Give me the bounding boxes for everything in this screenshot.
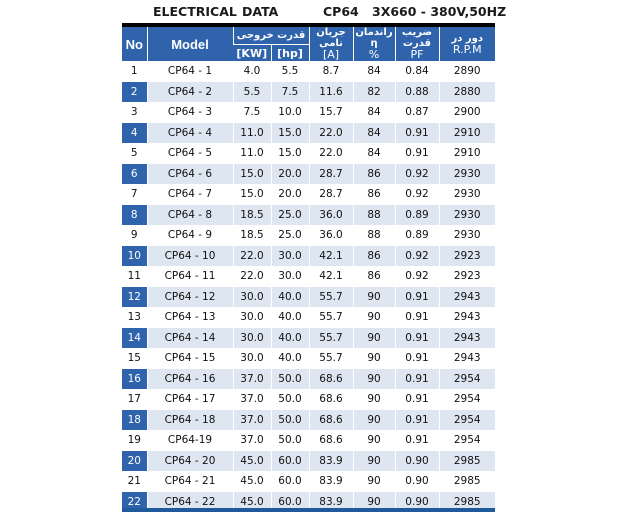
page-header: [122, 0, 507, 22]
cell-model: CP64 - 11: [147, 266, 233, 287]
cell-hp: 60.0: [271, 471, 309, 492]
cell-no: 1: [130, 65, 138, 78]
cell-no: 11: [127, 270, 141, 283]
col-header-kw: [KW]: [233, 45, 271, 62]
cell-model: CP64 - 4: [147, 123, 233, 144]
cell-rpm: 2910: [439, 143, 495, 164]
cell-current: 28.7: [309, 164, 353, 185]
cell-hp: 40.0: [271, 328, 309, 349]
cell-no: 5: [130, 147, 138, 160]
cell-pf: 0.90: [395, 451, 439, 472]
cell-kw: 7.5: [233, 102, 271, 123]
cell-efficiency: 84: [353, 123, 395, 144]
cell-rpm: 2900: [439, 102, 495, 123]
cell-kw: 11.0: [233, 143, 271, 164]
cell-pf: 0.84: [395, 61, 439, 82]
cell-current: 22.0: [309, 123, 353, 144]
cell-kw: 45.0: [233, 492, 271, 513]
cell-hp: 10.0: [271, 102, 309, 123]
cell-no: 22: [122, 492, 147, 513]
cell-rpm: 2954: [439, 369, 495, 390]
cell-hp: 40.0: [271, 307, 309, 328]
table-row: [122, 328, 495, 349]
cell-hp: 20.0: [271, 164, 309, 185]
cell-model: CP64 - 7: [147, 184, 233, 205]
cell-no: 12: [122, 287, 147, 308]
cell-efficiency: 90: [353, 328, 395, 349]
table-row: [122, 143, 495, 164]
cell-model: CP64 - 15: [147, 348, 233, 369]
cell-current: 55.7: [309, 307, 353, 328]
cell-kw: 4.0: [233, 61, 271, 82]
cell-kw: 22.0: [233, 246, 271, 267]
cell-kw: 11.0: [233, 123, 271, 144]
table-row: [122, 471, 495, 492]
cell-no: 19: [127, 434, 141, 447]
cell-hp: 30.0: [271, 266, 309, 287]
cell-pf: 0.91: [395, 143, 439, 164]
table-row: [122, 410, 495, 431]
cell-pf: 0.92: [395, 184, 439, 205]
cell-efficiency: 88: [353, 205, 395, 226]
cell-rpm: 2890: [439, 61, 495, 82]
cell-kw: 37.0: [233, 410, 271, 431]
rpm-unit: R.P.M: [452, 42, 482, 56]
cell-rpm: 2880: [439, 82, 495, 103]
cell-pf: 0.91: [395, 389, 439, 410]
cell-rpm: 2954: [439, 430, 495, 451]
pf-unit: PF: [410, 48, 424, 61]
cell-kw: 15.0: [233, 164, 271, 185]
cell-kw: 45.0: [233, 471, 271, 492]
cell-no: 4: [122, 123, 147, 144]
cell-model: CP64 - 14: [147, 328, 233, 349]
cell-pf: 0.91: [395, 307, 439, 328]
cell-rpm: 2985: [439, 492, 495, 513]
cell-kw: 30.0: [233, 328, 271, 349]
table-row: [122, 61, 495, 82]
cell-hp: 25.0: [271, 205, 309, 226]
cell-current: 8.7: [309, 61, 353, 82]
cell-rpm: 2954: [439, 389, 495, 410]
cell-hp: 15.0: [271, 123, 309, 144]
cell-current: 36.0: [309, 225, 353, 246]
cell-no: 8: [122, 205, 147, 226]
cell-pf: 0.88: [395, 82, 439, 103]
cell-hp: 50.0: [271, 410, 309, 431]
table-header: [122, 27, 495, 61]
cell-current: 11.6: [309, 82, 353, 103]
cell-no: 2: [122, 82, 147, 103]
cell-pf: 0.90: [395, 492, 439, 513]
cell-no: 13: [127, 311, 141, 324]
cell-no: 18: [122, 410, 147, 431]
cell-model: CP64 - 10: [147, 246, 233, 267]
cell-rpm: 2930: [439, 184, 495, 205]
cell-efficiency: 84: [353, 61, 395, 82]
cell-kw: 30.0: [233, 287, 271, 308]
cell-kw: 18.5: [233, 205, 271, 226]
cell-efficiency: 90: [353, 430, 395, 451]
cell-hp: 50.0: [271, 430, 309, 451]
cell-efficiency: 86: [353, 246, 395, 267]
table-row: [122, 184, 495, 205]
cell-efficiency: 84: [353, 102, 395, 123]
header-supply: 3X660 - 380V,50HZ: [372, 4, 507, 19]
cell-model: CP64 - 18: [147, 410, 233, 431]
cell-efficiency: 90: [353, 348, 395, 369]
current-label: جریان نامی: [316, 27, 346, 49]
cell-rpm: 2985: [439, 471, 495, 492]
electrical-data-table: [122, 27, 495, 512]
cell-hp: 20.0: [271, 184, 309, 205]
table-row: [122, 164, 495, 185]
cell-model: CP64 - 13: [147, 307, 233, 328]
col-header-pf: [395, 27, 439, 61]
cell-rpm: 2930: [439, 205, 495, 226]
cell-efficiency: 86: [353, 184, 395, 205]
cell-model: CP64 - 2: [147, 82, 233, 103]
table-row: [122, 82, 495, 103]
cell-pf: 0.89: [395, 225, 439, 246]
table-row: [122, 102, 495, 123]
cell-model: CP64 - 6: [147, 164, 233, 185]
cell-hp: 50.0: [271, 369, 309, 390]
col-header-efficiency: [353, 27, 395, 61]
cell-model: CP64 - 21: [147, 471, 233, 492]
cell-hp: 7.5: [271, 82, 309, 103]
cell-hp: 15.0: [271, 143, 309, 164]
cell-current: 22.0: [309, 143, 353, 164]
cell-model: CP64 - 5: [147, 143, 233, 164]
table-row: [122, 369, 495, 390]
cell-hp: 40.0: [271, 348, 309, 369]
cell-pf: 0.91: [395, 328, 439, 349]
cell-no: 10: [122, 246, 147, 267]
table-row: [122, 287, 495, 308]
cell-no: 15: [127, 352, 141, 365]
cell-rpm: 2923: [439, 266, 495, 287]
cell-pf: 0.92: [395, 164, 439, 185]
cell-efficiency: 90: [353, 389, 395, 410]
header-data: DATA: [242, 4, 279, 19]
table-row: [122, 225, 495, 246]
cell-pf: 0.91: [395, 123, 439, 144]
cell-rpm: 2954: [439, 410, 495, 431]
cell-efficiency: 90: [353, 307, 395, 328]
cell-hp: 40.0: [271, 287, 309, 308]
col-header-model: Model: [147, 27, 233, 61]
col-header-rpm: [439, 27, 495, 61]
col-header-current: [309, 27, 353, 61]
cell-current: 83.9: [309, 492, 353, 513]
cell-pf: 0.91: [395, 369, 439, 390]
cell-rpm: 2930: [439, 164, 495, 185]
table-row: [122, 451, 495, 472]
pf-label: ضریب قدرت: [401, 27, 433, 49]
cell-no: 21: [127, 475, 141, 488]
cell-hp: 30.0: [271, 246, 309, 267]
cell-kw: 37.0: [233, 430, 271, 451]
cell-current: 55.7: [309, 287, 353, 308]
col-header-hp: [hp]: [271, 45, 309, 62]
cell-kw: 5.5: [233, 82, 271, 103]
cell-efficiency: 90: [353, 471, 395, 492]
cell-rpm: 2985: [439, 451, 495, 472]
cell-efficiency: 88: [353, 225, 395, 246]
rpm-label: دور در: [451, 32, 483, 44]
cell-no: 14: [122, 328, 147, 349]
table-row: [122, 246, 495, 267]
cell-hp: 5.5: [271, 61, 309, 82]
col-header-no: No: [122, 27, 147, 61]
cell-efficiency: 86: [353, 266, 395, 287]
cell-kw: 37.0: [233, 369, 271, 390]
cell-model: CP64 - 3: [147, 102, 233, 123]
cell-efficiency: 90: [353, 492, 395, 513]
cell-current: 42.1: [309, 266, 353, 287]
cell-efficiency: 90: [353, 451, 395, 472]
cell-model: CP64 - 17: [147, 389, 233, 410]
cell-efficiency: 86: [353, 164, 395, 185]
header-electrical: ELECTRICAL: [153, 4, 237, 19]
cell-current: 28.7: [309, 184, 353, 205]
cell-pf: 0.89: [395, 205, 439, 226]
cell-efficiency: 90: [353, 410, 395, 431]
cell-no: 17: [127, 393, 141, 406]
table-row: [122, 205, 495, 226]
cell-rpm: 2943: [439, 307, 495, 328]
table-row: [122, 389, 495, 410]
cell-efficiency: 84: [353, 143, 395, 164]
cell-no: 20: [122, 451, 147, 472]
cell-rpm: 2910: [439, 123, 495, 144]
cell-no: 3: [130, 106, 138, 119]
cell-kw: 15.0: [233, 184, 271, 205]
cell-model: CP64-19: [147, 430, 233, 451]
cell-current: 55.7: [309, 348, 353, 369]
cell-model: CP64 - 16: [147, 369, 233, 390]
table-row: [122, 430, 495, 451]
cell-efficiency: 90: [353, 369, 395, 390]
cell-pf: 0.87: [395, 102, 439, 123]
cell-kw: 30.0: [233, 348, 271, 369]
table-row: [122, 123, 495, 144]
cell-model: CP64 - 1: [147, 61, 233, 82]
cell-pf: 0.91: [395, 287, 439, 308]
cell-hp: 60.0: [271, 492, 309, 513]
table-body: [122, 61, 495, 512]
cell-current: 36.0: [309, 205, 353, 226]
cell-current: 55.7: [309, 328, 353, 349]
efficiency-label: راندمان η: [355, 27, 393, 49]
cell-pf: 0.92: [395, 246, 439, 267]
cell-no: 6: [122, 164, 147, 185]
cell-kw: 18.5: [233, 225, 271, 246]
cell-pf: 0.91: [395, 430, 439, 451]
cell-rpm: 2943: [439, 328, 495, 349]
cell-kw: 22.0: [233, 266, 271, 287]
efficiency-unit: %: [368, 48, 380, 61]
cell-kw: 30.0: [233, 307, 271, 328]
cell-kw: 45.0: [233, 451, 271, 472]
cell-model: CP64 - 8: [147, 205, 233, 226]
cell-pf: 0.91: [395, 348, 439, 369]
cell-hp: 60.0: [271, 451, 309, 472]
table-row: [122, 307, 495, 328]
cell-rpm: 2930: [439, 225, 495, 246]
cell-pf: 0.92: [395, 266, 439, 287]
cell-current: 68.6: [309, 410, 353, 431]
cell-model: CP64 - 20: [147, 451, 233, 472]
cell-model: CP64 - 12: [147, 287, 233, 308]
cell-pf: 0.90: [395, 471, 439, 492]
cell-rpm: 2943: [439, 348, 495, 369]
cell-current: 83.9: [309, 471, 353, 492]
cell-hp: 50.0: [271, 389, 309, 410]
current-unit: [A]: [322, 48, 340, 61]
cell-no: 16: [122, 369, 147, 390]
cell-model: CP64 - 9: [147, 225, 233, 246]
cell-efficiency: 90: [353, 287, 395, 308]
header-series: CP64: [323, 4, 359, 19]
cell-current: 15.7: [309, 102, 353, 123]
cell-kw: 37.0: [233, 389, 271, 410]
cell-model: CP64 - 22: [147, 492, 233, 513]
cell-current: 68.6: [309, 389, 353, 410]
cell-pf: 0.91: [395, 410, 439, 431]
cell-current: 68.6: [309, 430, 353, 451]
bottom-rule: [122, 508, 495, 512]
cell-rpm: 2943: [439, 287, 495, 308]
cell-no: 9: [130, 229, 138, 242]
cell-hp: 25.0: [271, 225, 309, 246]
table-row: [122, 348, 495, 369]
col-header-power: قدرت خروجی: [233, 27, 309, 45]
cell-current: 42.1: [309, 246, 353, 267]
cell-rpm: 2923: [439, 246, 495, 267]
cell-current: 68.6: [309, 369, 353, 390]
cell-current: 83.9: [309, 451, 353, 472]
table-row: [122, 266, 495, 287]
cell-no: 7: [130, 188, 138, 201]
cell-efficiency: 82: [353, 82, 395, 103]
